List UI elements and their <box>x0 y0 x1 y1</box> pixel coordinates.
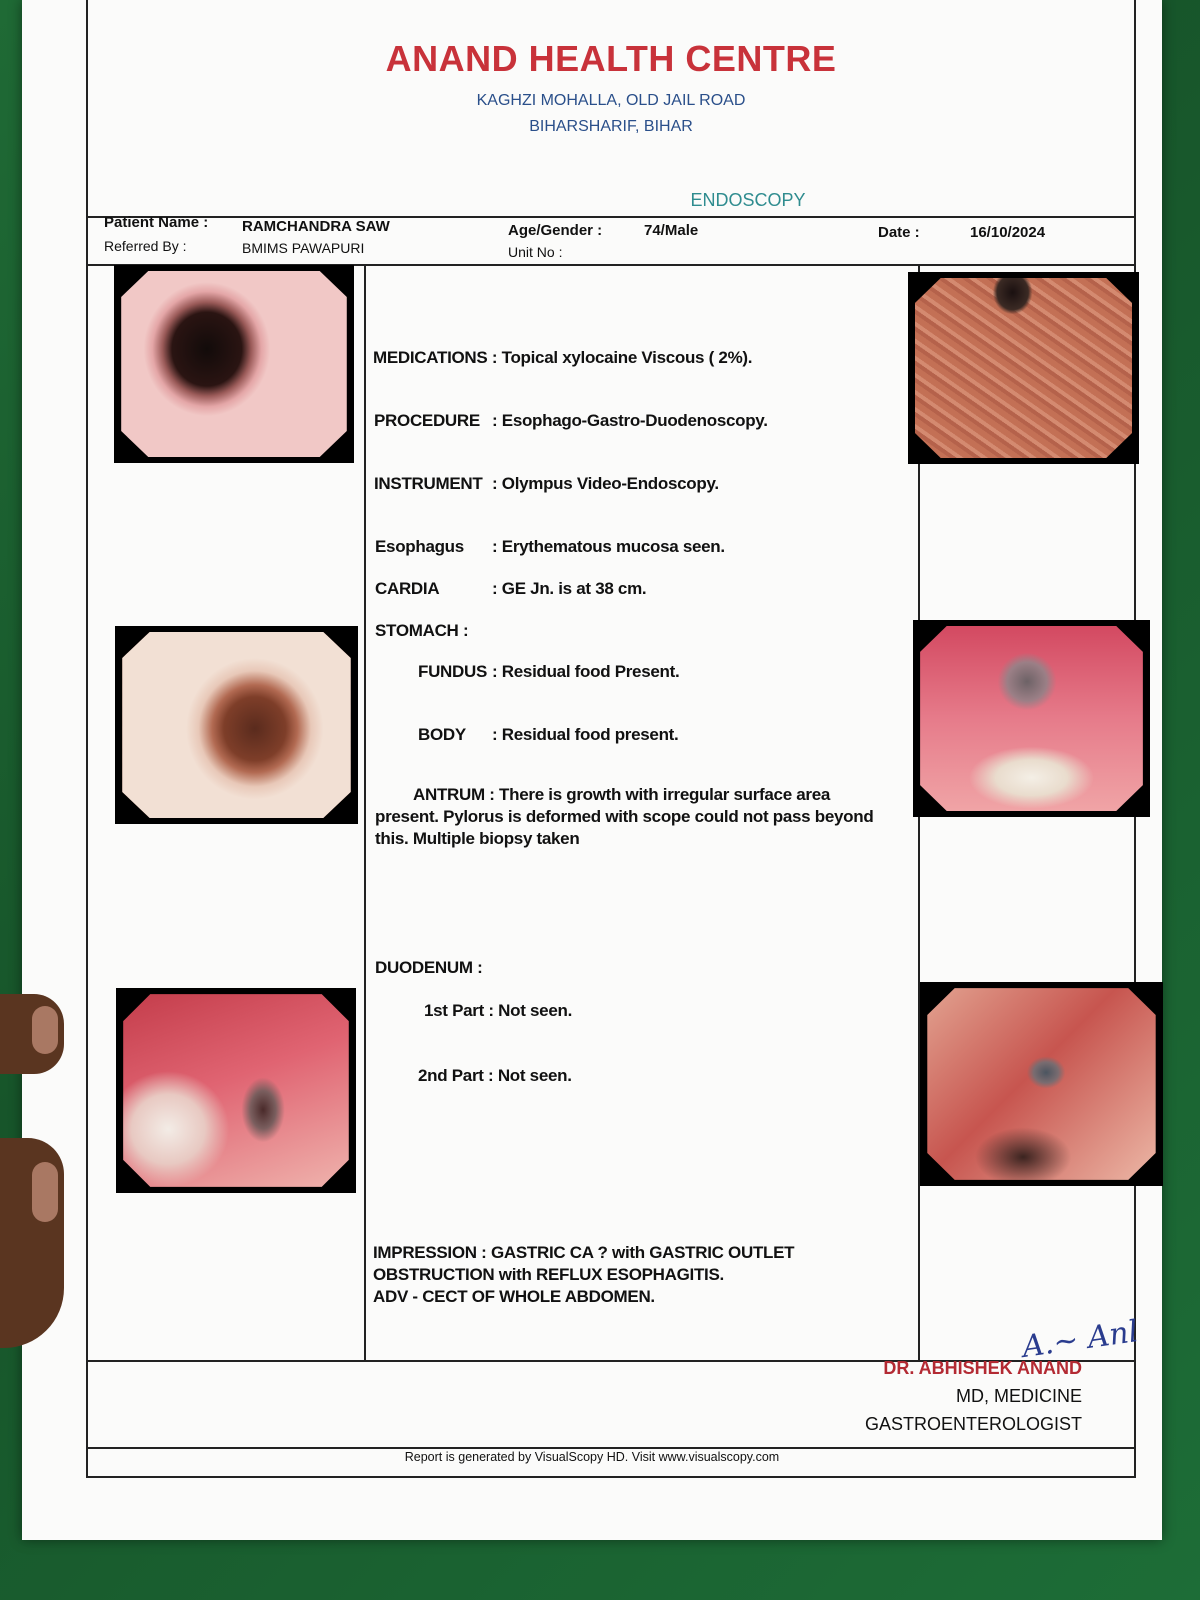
patient-name-label: Patient Name : <box>104 214 209 231</box>
body-label: BODY <box>418 725 466 744</box>
duodenum-label: DUODENUM : <box>375 958 483 977</box>
instrument-label: INSTRUMENT <box>374 474 483 493</box>
age-gender-label: Age/Gender : <box>508 222 603 239</box>
report-title: ENDOSCOPY <box>690 190 806 210</box>
procedure-value: : Esophago-Gastro-Duodenoscopy. <box>492 411 768 430</box>
endoscopy-image-esophagus <box>114 265 354 463</box>
medications-text: MEDICATIONS : Topical xylocaine Viscous ( 2%). <box>373 348 753 367</box>
report-footer: Report is generated by VisualScopy HD. Visit www.visualscopy.com <box>404 1450 780 1464</box>
age-gender: 74/Male <box>644 222 699 239</box>
body-value: : Residual food present. <box>492 725 679 744</box>
fundus-value: : Residual food Present. <box>492 662 680 681</box>
impression-line-2: OBSTRUCTION with REFLUX ESOPHAGITIS. <box>373 1265 724 1284</box>
divider <box>88 1447 1134 1449</box>
antrum-text: ANTRUM : There is growth with irregular surface area present. Pylorus is deformed with scope could not pass beyond this. Multiple biopsy taken <box>375 785 874 848</box>
referred-by-label: Referred By : <box>104 238 187 254</box>
advice-text: ADV - CECT OF WHOLE ABDOMEN. <box>373 1287 655 1306</box>
instrument-value: : Olympus Video-Endoscopy. <box>492 474 719 493</box>
cardia-value: : GE Jn. is at 38 cm. <box>492 579 647 598</box>
procedure-label: PROCEDURE <box>374 411 480 430</box>
endoscopy-image-stomach-body <box>115 626 358 824</box>
unit-no-label: Unit No : <box>508 244 563 260</box>
doctor-signature: A.~ Anl <box>1020 1314 1141 1365</box>
fundus-label: FUNDUS <box>418 662 488 681</box>
thumb <box>0 1138 64 1348</box>
report-sheet <box>22 0 1162 1540</box>
esophagus-value: : Erythematous mucosa seen. <box>492 537 725 556</box>
endoscopy-image-antrum <box>913 620 1150 817</box>
stomach-label: STOMACH : <box>375 621 469 640</box>
doctor-name: DR. ABHISHEK ANAND <box>883 1358 1082 1378</box>
report-date: 16/10/2024 <box>970 224 1046 241</box>
address-line-2: BIHARSHARIF, BIHAR <box>529 118 693 135</box>
endoscopy-image-stomach-fundus <box>908 272 1139 464</box>
doctor-specialty: GASTROENTEROLOGIST <box>864 1414 1082 1434</box>
date-label: Date : <box>878 224 920 241</box>
address-line-1: KAGHZI MOHALLA, OLD JAIL ROAD <box>476 92 746 109</box>
esophagus-label: Esophagus <box>375 537 464 556</box>
column-divider <box>364 264 366 1360</box>
patient-name: RAMCHANDRA SAW <box>242 218 390 235</box>
impression-line-1: IMPRESSION : GASTRIC CA ? with GASTRIC OUTLET <box>373 1243 795 1262</box>
duodenum-part1: 1st Part : Not seen. <box>424 1001 572 1020</box>
endoscopy-image-antrum-growth <box>116 988 356 1193</box>
cardia-label: CARDIA <box>375 579 440 598</box>
hospital-name: ANAND HEALTH CENTRE <box>385 38 837 79</box>
endoscopy-image-pylorus <box>920 982 1163 1186</box>
duodenum-part2: 2nd Part : Not seen. <box>418 1066 572 1085</box>
finger <box>0 994 64 1074</box>
doctor-qualification: MD, MEDICINE <box>956 1386 1082 1406</box>
referred-by: BMIMS PAWAPURI <box>242 240 365 256</box>
